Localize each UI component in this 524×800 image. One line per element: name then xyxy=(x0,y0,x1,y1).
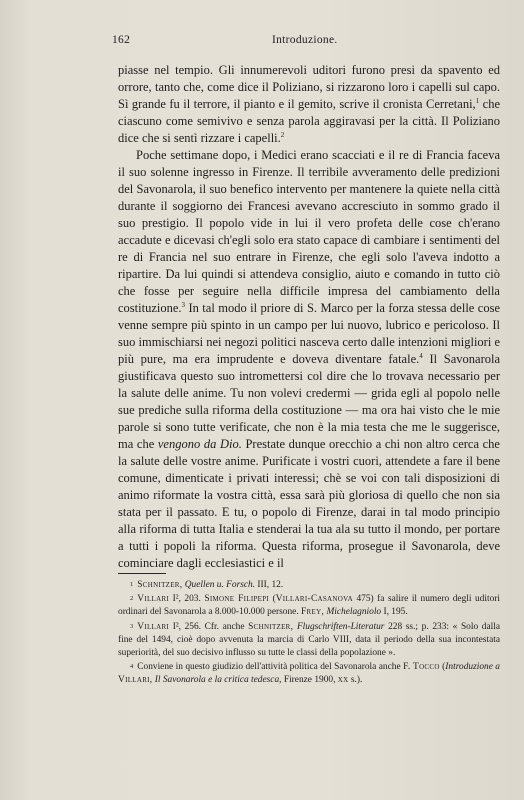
text-run: Il Savonarola giustificava questo suo intromettersi col dire che lo trovava necessario per la salute delle anime. Tu non volevi credermi — grida egli al popolo nelle sue prediche sulla riforma della costituzione — ma ora hai visto che le mie parole si sono tutte verificate, che non è la mia testa che me le suggerisce, ma che xyxy=(118,352,500,451)
footnote-ref: 4 xyxy=(419,352,423,360)
text-run: Simone Filipepi xyxy=(204,594,270,605)
footnote xyxy=(118,592,500,619)
text-run: s.). xyxy=(348,675,363,686)
text-run: Michelagniolo xyxy=(326,607,382,618)
page-number: 162 xyxy=(112,34,131,46)
text-run: Conviene in questo giudizio dell'attività politica del Savonarola anche xyxy=(137,662,404,673)
footnote-divider xyxy=(118,573,166,574)
text-run: Flugschriften-Literatur xyxy=(296,621,385,632)
text-run: ( xyxy=(439,662,446,673)
text-run: vengono da Dio. xyxy=(157,437,242,451)
text-run: Prestate dunque orecchio a chi non altro cerca che la salute delle vostre anime. Purificate i vostri cuori, attendete a fare il bene comune, dimenticate i privati interessi; chè se voi con tali disposizioni di animo riformate la vostra città, essa sarà più gloriosa di quello che non sia stata per il passato. E tu, o popolo di Firenze, darai in tal modo principio alla riforma di tutta Italia e stenderai la tua ala su tutto il mondo, per portare a tutti i popoli la riforma. Questa riforma, prosegue il Savonarola, deve cominciare dagli ecclesiastici e il xyxy=(118,437,500,570)
footnote xyxy=(118,620,500,661)
paragraph xyxy=(118,62,500,147)
text-run: che ciascuno come semivivo e senza parola aggiravasi per la città. Il Poliziano dice che si sentì rizzare i capelli. xyxy=(118,97,500,145)
text-run: Introduzione a xyxy=(445,662,500,673)
text-run: In tal modo il priore di S. Marco per la forza stessa delle cose venne sempre più spinto in un campo per lui nuovo, lubrico e pericoloso. Il suo immischiarsi nei negozi politici nasceva certo dalle intenzioni migliori e più pure, ma era imprudente e doveva diventare fatale. xyxy=(118,301,500,366)
text-run: piasse nel tempio. Gli innumerevoli uditori furono presi da spavento ed orrore, tanto che, come dice il Poliziano, si rizzarono loro i capelli sul capo. Sì grande fu il terrore, il pianto e il gemito, scrive il cronista Cerretani, xyxy=(118,63,500,111)
text-run: Villari xyxy=(137,621,170,632)
text-run: Il Savonarola e la critica tedesca, xyxy=(154,675,282,686)
text-run: ( xyxy=(269,594,276,605)
footnote xyxy=(118,660,500,687)
text-run: Quellen u. Forsch. xyxy=(184,580,256,590)
text-run: F. Tocco xyxy=(403,662,440,673)
text-run: xx xyxy=(337,675,349,686)
footnote-number: 4 xyxy=(130,663,134,671)
running-title: Introduzione. xyxy=(272,34,338,46)
text-run: Villari, xyxy=(118,675,153,686)
footnote-ref: 3 xyxy=(181,301,186,309)
text-run: Schnitzer, xyxy=(248,621,294,632)
text-run: Firenze 1900, xyxy=(281,675,338,686)
text-run: I², 256. Cfr. anche xyxy=(169,621,249,632)
text-run: Villari-Casanova xyxy=(275,594,353,605)
text-run: III, 12. xyxy=(255,580,284,590)
text-run: I², 203. xyxy=(169,594,205,605)
text-run: Schnitzer, xyxy=(137,580,183,590)
text-run: Poche settimane dopo, i Medici erano scacciati e il re di Francia faceva il suo solenne ingresso in Firenze. Il terribile avveramento delle predizioni del Savonarola, il suo benefico intervento per mantenere la quiete nella città durante il soggiorno dei Francesi avevano accresciuto in sommo grado il suo prestigio. Il popolo vide in lui il vero profeta delle cose ch'erano accadute e dicevasi ch'egli solo era stato capace di cambiare i sentimenti del re di Francia nel suo entrare in Firenze, che egli solo l'aveva indotto a ripartire. Da lui quindi si attendeva consiglio, aiuto e comando in tutto ciò che fosse per seguire nella difficile impresa del cambiamento della costituzione. xyxy=(118,148,500,315)
text-run: 475) fa salire il numero degli uditori ordinari del Savonarola a 8.000-10.000 persone. xyxy=(118,594,500,618)
footnote-number: 2 xyxy=(130,595,134,603)
main-text xyxy=(118,62,500,572)
footnotes xyxy=(118,578,500,688)
text-run: Frey, xyxy=(301,607,325,618)
text-run: Villari xyxy=(137,594,170,605)
footnote xyxy=(118,578,500,592)
footnote-number: 1 xyxy=(130,581,134,588)
text-run: 228 ss.; p. 233: « Solo dalla fine del 1494, cioè dopo avvenuta la marcia di Carlo VIII, data il periodo della sua incontestata superiorità, del suo decisivo influsso su tutte le classi della popolazione ». xyxy=(118,621,501,659)
footnote-number: 3 xyxy=(130,622,134,630)
text-run: I, 195. xyxy=(381,607,408,618)
paragraph xyxy=(118,147,500,572)
footnote-ref: 2 xyxy=(280,131,285,139)
footnote-ref: 1 xyxy=(475,97,480,105)
